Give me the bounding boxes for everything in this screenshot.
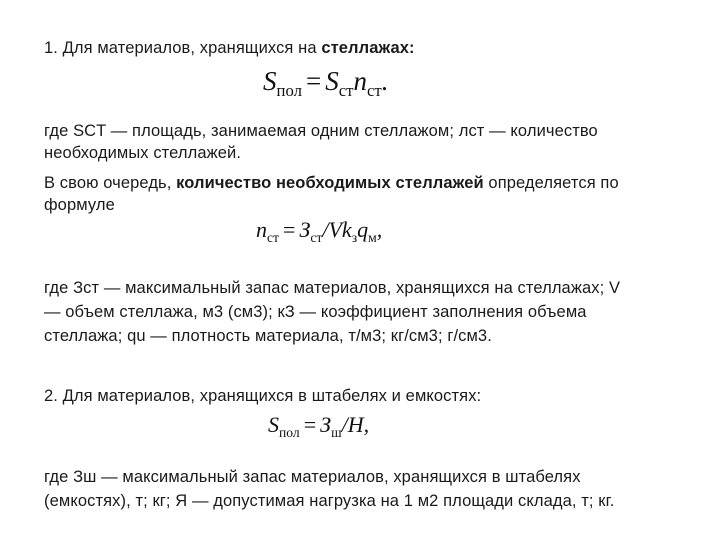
explanation-line-2: необходимых стеллажей. <box>44 144 242 162</box>
section1-heading-text: 1. Для материалов, хранящихся на <box>44 39 322 57</box>
section2-definition-line-2: (емкостях), т; кг; Я — допустимая нагрузка на 1 м2 площади склада, т; кг. <box>44 492 615 510</box>
formula-symbol: З <box>320 412 332 437</box>
formula-subscript: м <box>368 229 377 245</box>
formula-operator: = <box>283 217 296 242</box>
formula-subscript: пол <box>276 80 302 100</box>
rack-count-intro-line-2: формуле <box>44 196 115 214</box>
rack-count-intro <box>44 173 619 193</box>
formula-symbol: n <box>256 217 267 242</box>
rack-count-intro-text: В свою очередь, <box>44 174 177 192</box>
formula-subscript: ст <box>366 80 382 100</box>
section2-heading: 2. Для материалов, хранящихся в штабелях и емкостях: <box>44 387 482 405</box>
section1-heading <box>44 38 415 58</box>
formula-punctuation: , <box>376 217 383 242</box>
formula-symbol: S <box>268 412 279 437</box>
formula-operator: = <box>303 412 317 437</box>
formula-punctuation: . <box>381 66 389 96</box>
formula-operator: / <box>322 217 329 242</box>
formula-subscript: ш <box>331 424 342 440</box>
formula-floor-area-stacks <box>268 412 369 441</box>
formula-symbol: Н <box>347 412 364 437</box>
definition-line-3: стеллажа; qu — плотность материала, т/м3; кг/см3; г/см3. <box>44 327 492 345</box>
formula-symbol: n <box>353 66 367 96</box>
definition-line-1: где Зст — максимальный запас материалов, хранящихся на стеллажах; V <box>44 279 621 297</box>
formula-floor-area-racks <box>263 66 388 101</box>
formula-subscript: з <box>351 229 358 245</box>
formula-rack-count <box>256 217 382 246</box>
explanation-line-1: где SCT — площадь, занимаемая одним стеллажом; лст — количество <box>44 122 598 140</box>
formula-punctuation: , <box>363 412 370 437</box>
formula-subscript: ст <box>267 229 280 245</box>
section1-heading-bold: стеллажах: <box>321 39 415 57</box>
formula-operator: / <box>341 412 348 437</box>
rack-count-intro-bold: количество необходимых стеллажей <box>176 174 484 192</box>
section2-definition-line-1: где Зш — максимальный запас материалов, хранящихся в штабелях <box>44 468 581 486</box>
formula-symbol: S <box>263 66 277 96</box>
formula-subscript: ст <box>310 229 323 245</box>
formula-subscript: ст <box>338 80 354 100</box>
formula-operator: = <box>305 66 322 96</box>
formula-subscript: пол <box>279 424 300 440</box>
rack-count-intro-end: определяется по <box>483 174 619 192</box>
formula-symbol: З <box>299 217 311 242</box>
formula-symbol: Vk <box>328 217 352 242</box>
definition-line-2: — объем стеллажа, м3 (см3); кЗ — коэффициент заполнения объема <box>44 303 587 321</box>
formula-symbol: S <box>325 66 339 96</box>
formula-symbol: q <box>357 217 369 242</box>
